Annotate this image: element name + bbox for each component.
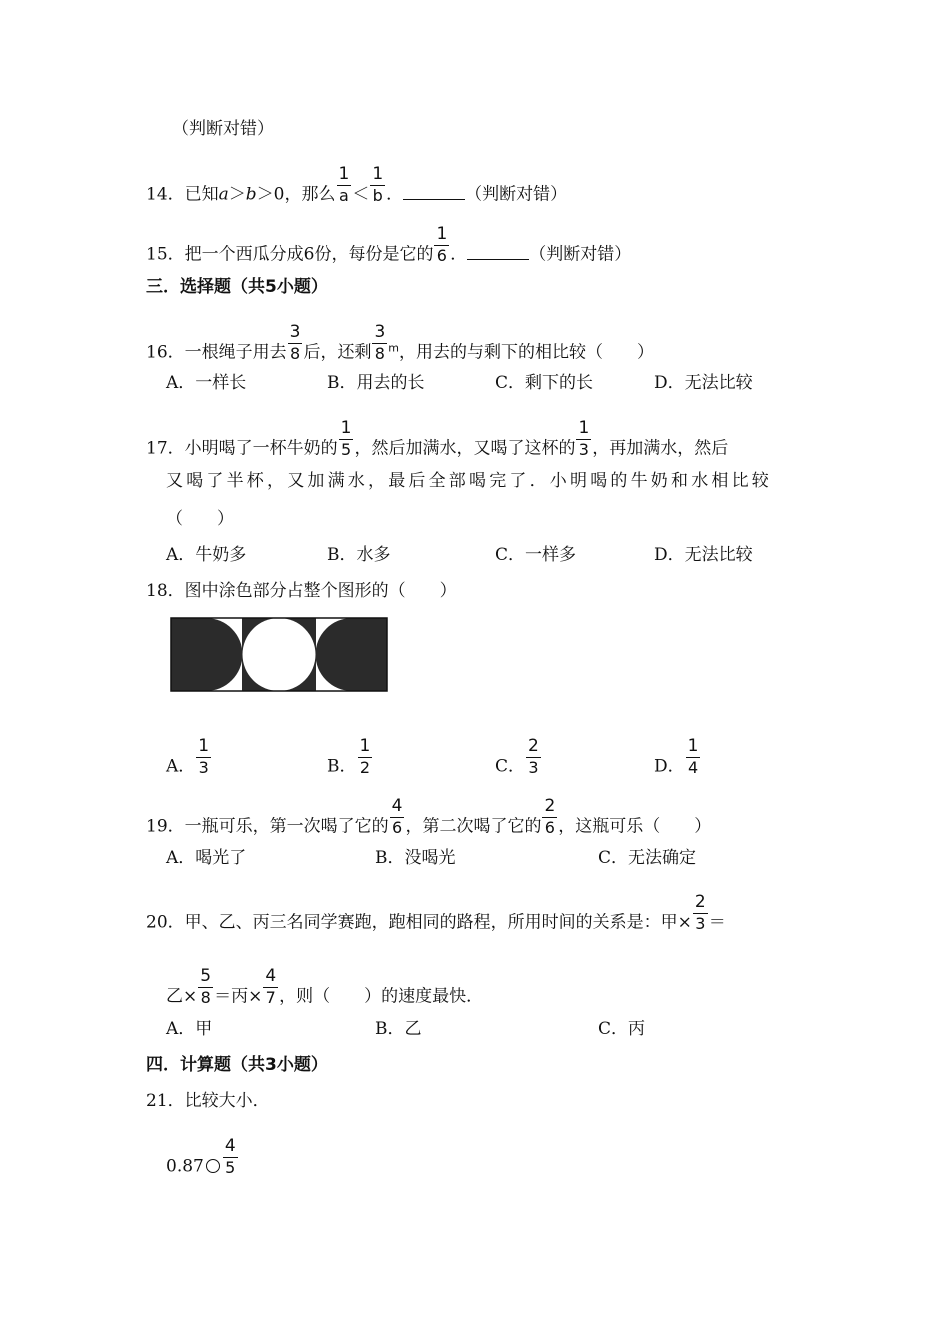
q18-option-a[interactable]: A． $\frac{1}{3}$ xyxy=(166,736,210,777)
question-17: 17．小明喝了一杯牛奶的 $\frac{1}{5}$ ，然后加满水，又喝了这杯的 $\frac{1}{3}$ ，再加满水，然后 xyxy=(146,418,729,459)
fraction-1-over-4: $\frac{1}{4}$ xyxy=(687,736,699,777)
q20-option-b[interactable]: B．乙 xyxy=(375,1019,422,1039)
q17-line-2: 又喝了半杯，又加满水，最后全部喝完了．小明喝的牛奶和水相比较 xyxy=(166,471,772,491)
q19-option-a[interactable]: A．喝光了 xyxy=(166,848,247,868)
question-16: 16．一根绳子用去 $\frac{3}{8}$ 后，还剩 $\frac{3}{8}$ $^m$，用去的与剩下的相比较（ ） xyxy=(146,322,655,363)
unit-m: m xyxy=(388,341,400,355)
q19-option-c[interactable]: C．无法确定 xyxy=(598,848,697,868)
q16-option-d[interactable]: D．无法比较 xyxy=(654,373,753,393)
q14-lead: 14．已知 xyxy=(146,184,219,205)
q18-option-b[interactable]: B． $\frac{1}{2}$ xyxy=(327,736,371,777)
q17-option-d[interactable]: D．无法比较 xyxy=(654,545,753,565)
q14-lt: ＜ xyxy=(352,184,370,205)
q14-var-a: a xyxy=(218,184,229,205)
fraction-1-over-6: $\frac{1}{6}$ xyxy=(436,224,448,265)
center-circle xyxy=(243,618,316,691)
q14-var-b: b xyxy=(245,184,257,205)
q16-option-b[interactable]: B．用去的长 xyxy=(327,373,425,393)
answer-blank[interactable] xyxy=(467,243,529,260)
q20-option-c[interactable]: C．丙 xyxy=(598,1019,646,1039)
fraction-1-over-5: $\frac{1}{5}$ xyxy=(340,418,352,459)
fraction-1-over-a: $\frac{1}{a}$ xyxy=(338,164,350,205)
question-20-line-1: 20．甲、乙、丙三名同学赛跑，跑相同的路程，所用时间的关系是：甲× $\frac{2}{3}$ ＝ xyxy=(146,892,726,933)
fraction-3-over-8: $\frac{3}{8}$ xyxy=(374,322,386,363)
fraction-2-over-3: $\frac{2}{3}$ xyxy=(694,892,706,933)
section-4-heading: 四．计算题（共3小题） xyxy=(146,1055,328,1075)
question-15: 15．把一个西瓜分成6份，每份是它的 $\frac{1}{6}$ ． （判断对错） xyxy=(146,224,632,265)
q21-comparison xyxy=(166,1136,239,1186)
question-20-line-2: 乙× $\frac{5}{8}$ ＝丙× $\frac{4}{7}$ ，则（ ）的速度最快． xyxy=(166,966,484,1007)
fraction-1-over-b: $\frac{1}{b}$ xyxy=(372,164,384,205)
fraction-4-over-5: $\frac{4}{5}$ xyxy=(224,1136,236,1177)
q21-value: 0.87 xyxy=(166,1156,204,1177)
fraction-3-over-8: $\frac{3}{8}$ xyxy=(289,322,301,363)
question-18: 18．图中涂色部分占整个图形的（ ） xyxy=(146,581,457,601)
q18-option-c[interactable]: C． $\frac{2}{3}$ xyxy=(495,736,539,777)
q14-gt: ＞ xyxy=(228,184,246,205)
fraction-2-over-6: $\frac{2}{6}$ xyxy=(544,796,556,837)
section-3-heading: 三．选择题（共5小题） xyxy=(146,277,328,297)
fraction-1-over-2: $\frac{1}{2}$ xyxy=(359,736,371,777)
shaded-figure xyxy=(170,617,388,692)
q16-option-c[interactable]: C．剩下的长 xyxy=(495,373,594,393)
q13-judge-tail: （判断对错） xyxy=(172,119,274,139)
q17-option-b[interactable]: B．水多 xyxy=(327,545,391,565)
q18-option-d[interactable]: D． $\frac{1}{4}$ xyxy=(654,736,699,777)
question-14: 14．已知a＞b＞0，那么 $\frac{1}{a}$ ＜ $\frac{1}{b}$ ． （判断对错） xyxy=(146,164,568,205)
fraction-5-over-8: $\frac{5}{8}$ xyxy=(200,966,212,1007)
q19-option-b[interactable]: B．没喝光 xyxy=(375,848,456,868)
q17-option-a[interactable]: A．牛奶多 xyxy=(166,545,247,565)
fraction-4-over-6: $\frac{4}{6}$ xyxy=(391,796,403,837)
compare-circle-icon[interactable] xyxy=(206,1159,220,1173)
answer-blank[interactable] xyxy=(403,183,465,200)
question-19: 19．一瓶可乐，第一次喝了它的 $\frac{4}{6}$ ，第二次喝了它的 $\frac{2}{6}$ ，这瓶可乐（ ） xyxy=(146,796,712,837)
fraction-1-over-3: $\frac{1}{3}$ xyxy=(578,418,590,459)
q14-gt0: ＞0，那么 xyxy=(256,184,336,205)
q20-option-a[interactable]: A．甲 xyxy=(166,1019,213,1039)
q17-line-3: （ ） xyxy=(166,509,234,529)
q16-option-a[interactable]: A．一样长 xyxy=(166,373,247,393)
judge-hint: （判断对错） xyxy=(465,184,568,205)
fraction-2-over-3: $\frac{2}{3}$ xyxy=(528,736,539,777)
judge-hint: （判断对错） xyxy=(529,244,632,265)
fraction-1-over-3: $\frac{1}{3}$ xyxy=(198,736,210,777)
q17-option-c[interactable]: C．一样多 xyxy=(495,545,577,565)
question-21: 21．比较大小． xyxy=(146,1091,270,1111)
fraction-4-over-7: $\frac{4}{7}$ xyxy=(265,966,277,1007)
